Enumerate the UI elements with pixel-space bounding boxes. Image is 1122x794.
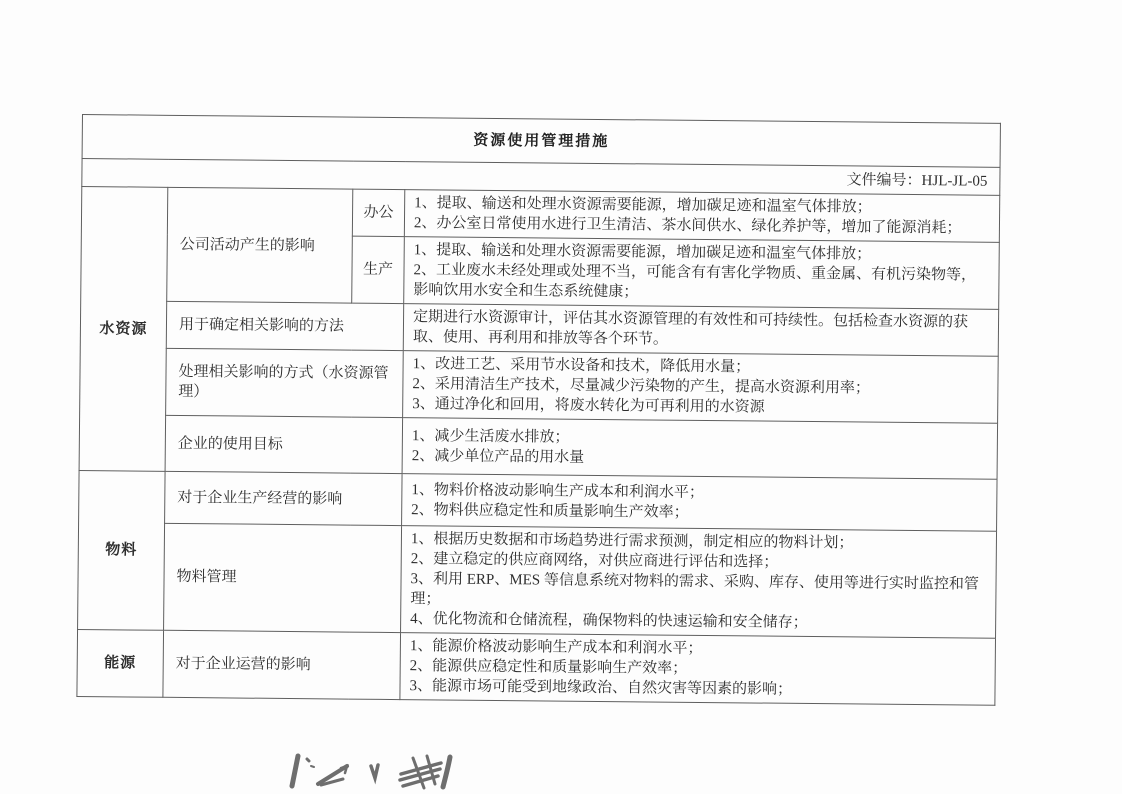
row-label-treatment-method: 处理相关影响的方式（水资源管理）	[166, 348, 404, 417]
document-number: 文件编号：HJL-JL-05	[82, 159, 1000, 196]
sub-label-production: 生产	[352, 236, 405, 303]
row-label-energy-impact: 对于企业运营的影响	[163, 630, 401, 699]
sub-label-office: 办公	[352, 189, 404, 236]
scanned-document	[76, 114, 1000, 706]
category-cell-water: 水资源	[79, 187, 168, 472]
content-water-target: 1、减少生活废水排放； 2、减少单位产品的用水量	[402, 418, 998, 480]
content-water-method: 定期进行水资源审计，评估其水资源管理的有效性和可持续性。包括检查水资源的获取、使用、再利用和排放等各个环节。	[403, 304, 998, 357]
category-cell-material: 物料	[78, 470, 166, 630]
handwritten-marks	[283, 750, 463, 794]
content-energy-impact: 1、能源价格波动影响生产成本和利润水平； 2、能源供应稳定性和质量影响生产效率； 3、能源市场可能受到地缘政治、自然灾害等因素的影响；	[400, 633, 996, 706]
measures-table	[76, 114, 1001, 706]
content-material-management: 1、根据历史数据和市场趋势进行需求预测，制定相应的物料计划； 2、建立稳定的供应商网络，对供应商进行评估和选择； 3、利用 ERP、MES 等信息系统对物料的需求、采购、库存、使用等进行实时监控和管理； 4、优化物流和仓储流程，确保物料的快速运输和安全储存；	[401, 526, 997, 639]
row-label-company-activity-impact: 公司活动产生的影响	[167, 187, 353, 303]
row-label-material-impact: 对于企业生产经营的影响	[165, 471, 402, 525]
content-water-office: 1、提取、输送和处理水资源需要能源，增加碳足迹和温室气体排放； 2、办公室日常使用水进行卫生清洁、茶水间供水、绿化养护等，增加了能源消耗；	[404, 190, 999, 243]
content-water-treatment: 1、改进工艺、采用节水设备和技术，降低用水量； 2、采用清洁生产技术，尽量减少污染物的产生，提高水资源利用率； 3、通过净化和回用，将废水转化为可再利用的水资源	[403, 351, 999, 424]
content-water-production: 1、提取、输送和处理水资源需要能源，增加碳足迹和温室气体排放； 2、工业废水未经处理或处理不当，可能含有有害化学物质、重金属、有机污染物等，影响饮用水安全和生态系统健康；	[404, 237, 1000, 310]
content-material-impact: 1、物料价格波动影响生产成本和利润水平； 2、物料供应稳定性和质量影响生产效率；	[402, 474, 997, 532]
row-label-material-management: 物料管理	[164, 523, 402, 632]
row-label-usage-target: 企业的使用目标	[165, 415, 403, 473]
document-title: 资源使用管理措施	[82, 115, 1000, 168]
category-cell-energy: 能源	[77, 629, 164, 697]
row-label-determination-method: 用于确定相关影响的方法	[166, 301, 403, 350]
